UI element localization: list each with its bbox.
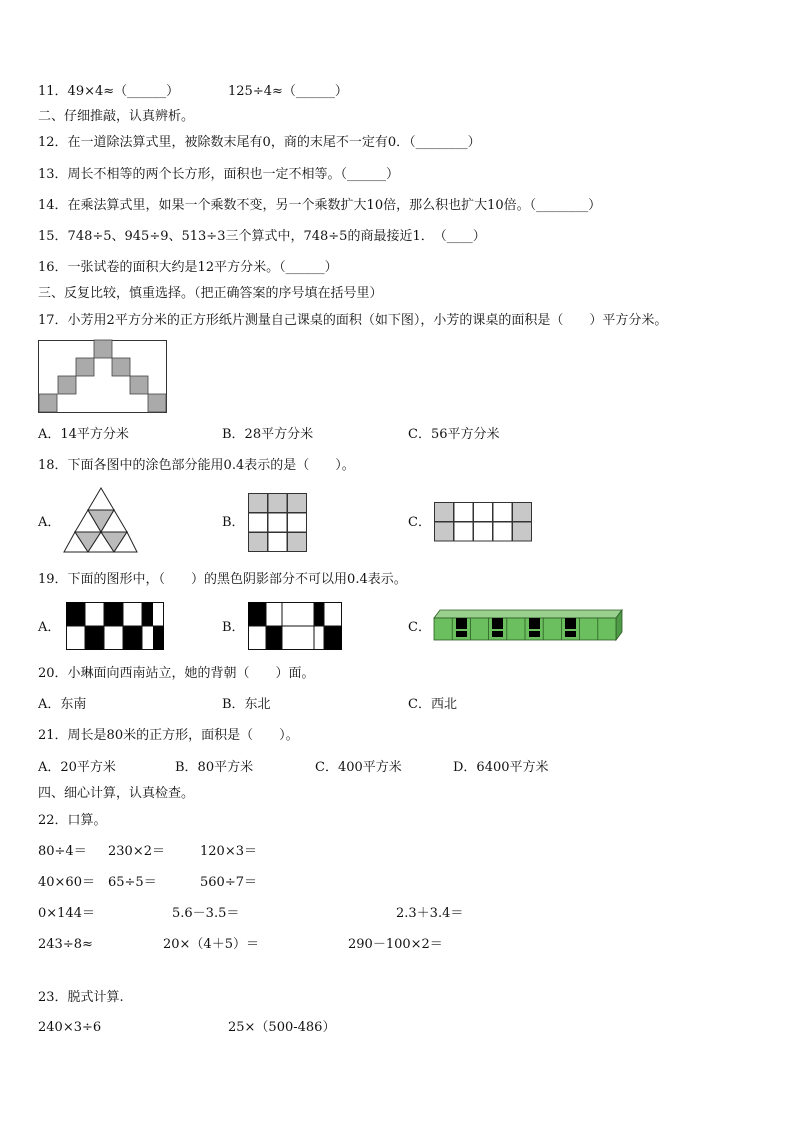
question-12: 12．在一道除法算式里，被除数末尾有0，商的末尾不一定有0．（________） <box>38 135 481 150</box>
q17-option-c: C．56平方分米 <box>408 427 500 442</box>
q18-triangle-figure <box>64 488 138 554</box>
q21-option-b: B．80平方米 <box>175 760 254 775</box>
section-4-heading: 四、细心计算，认真检查。 <box>38 786 195 801</box>
q18-grid-figure <box>248 493 308 553</box>
question-21-stem: 21．周长是80米的正方形，面积是（ ）。 <box>38 728 299 743</box>
q18-strip-figure <box>434 502 532 542</box>
question-23-stem: 23．脱式计算. <box>38 990 124 1005</box>
q22-r3-c3: 2.3＋3.4＝ <box>396 906 464 921</box>
q22-r2-c3: 560÷7＝ <box>200 875 257 890</box>
question-22-stem: 22．口算。 <box>38 813 107 828</box>
q17-option-a: A．14平方分米 <box>38 427 129 442</box>
q18-label-b: B． <box>222 515 245 530</box>
question-13: 13．周长不相等的两个长方形，面积也一定不相等。（______） <box>38 167 400 182</box>
q20-option-c: C．西北 <box>408 697 457 712</box>
q21-option-c: C．400平方米 <box>315 760 402 775</box>
q22-r1-c1: 80÷4＝ <box>38 844 87 859</box>
q23-item-1: 240×3÷6 <box>38 1020 102 1035</box>
q22-r2-c2: 65÷5＝ <box>108 875 157 890</box>
q20-option-b: B．东北 <box>222 697 271 712</box>
q22-r2-c1: 40×60＝ <box>38 875 95 890</box>
q22-r3-c2: 5.6－3.5＝ <box>172 906 240 921</box>
q22-r4-c1: 243÷8≈ <box>38 937 93 952</box>
q17-desk-figure <box>38 340 168 414</box>
q20-option-a: A．东南 <box>38 697 87 712</box>
question-15: 15．748÷5、945÷9、513÷3三个算式中，748÷5的商最接近1． （____） <box>38 229 486 244</box>
q21-option-d: D．6400平方米 <box>453 760 549 775</box>
q18-label-a: A． <box>38 515 61 530</box>
q11-b: 125÷4≈（______） <box>228 84 348 99</box>
question-14: 14．在乘法算式里，如果一个乘数不变，另一个乘数扩大10倍，那么积也扩大10倍。（________） <box>38 198 602 213</box>
q19-label-b: B． <box>222 620 245 635</box>
question-18-stem: 18．下面各图中的涂色部分能用0.4表示的是（ ）。 <box>38 458 355 473</box>
q23-item-2: 25×（500-486） <box>228 1020 336 1035</box>
question-20-stem: 20．小琳面向西南站立，她的背朝（ ）面。 <box>38 666 315 681</box>
question-17-stem: 17．小芳用2平方分米的正方形纸片测量自己课桌的面积（如下图），小芳的课桌的面积是（ ）平方分米。 <box>38 313 668 328</box>
q22-r4-c2: 20×（4＋5）＝ <box>163 937 259 952</box>
q17-option-b: B．28平方分米 <box>222 427 314 442</box>
q19-figure-b <box>248 602 342 650</box>
section-2-heading: 二、仔细推敲，认真辨析。 <box>38 109 195 124</box>
q19-label-a: A． <box>38 620 61 635</box>
q22-r3-c1: 0×144＝ <box>38 906 95 921</box>
q22-r1-c3: 120×3＝ <box>200 844 257 859</box>
question-16: 16．一张试卷的面积大约是12平方分米。（______） <box>38 260 338 275</box>
q19-figure-a <box>66 602 164 650</box>
q22-r1-c2: 230×2＝ <box>108 844 165 859</box>
q11-a: 11．49×4≈（______） <box>38 84 180 99</box>
q22-r4-c3: 290－100×2＝ <box>348 937 443 952</box>
section-3-heading: 三、反复比较，慎重选择。（把正确答案的序号填在括号里） <box>38 286 383 301</box>
q19-label-c: C． <box>408 620 431 635</box>
q19-figure-c-cubes <box>434 610 624 642</box>
q21-option-a: A．20平方米 <box>38 760 116 775</box>
q18-label-c: C． <box>408 515 431 530</box>
question-19-stem: 19．下面的图形中，（ ）的黑色阴影部分不可以用0.4表示。 <box>38 572 407 587</box>
